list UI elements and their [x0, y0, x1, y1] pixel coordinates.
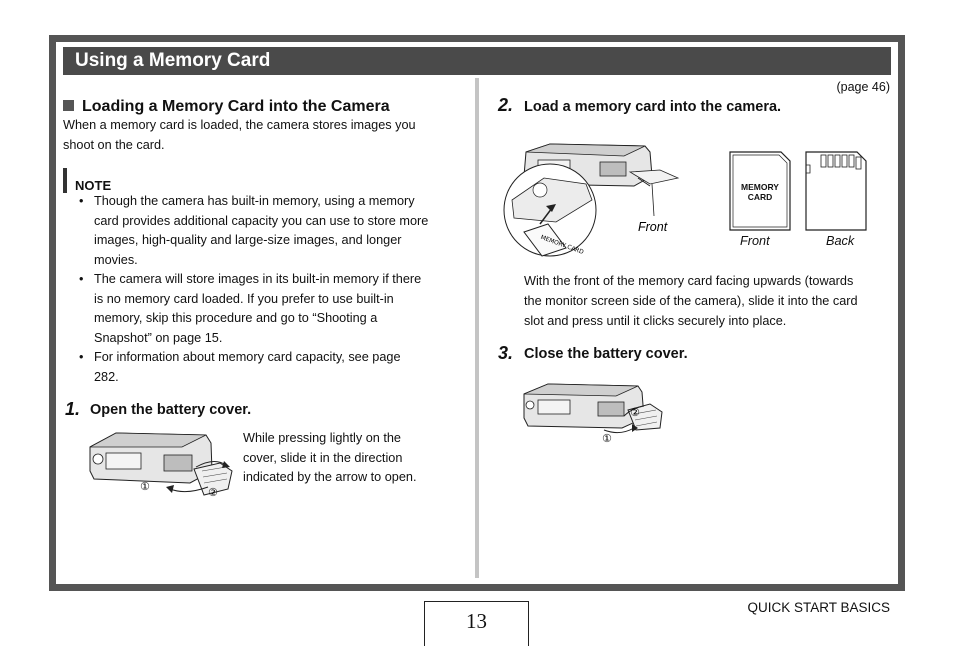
note-line: images, high-quality and large-size images, and longer	[94, 233, 402, 247]
note-line: movies.	[94, 252, 138, 267]
note-marker	[63, 168, 67, 193]
card-back-label: Back	[826, 234, 855, 248]
inset-card-text: MEMORY CARD	[539, 233, 585, 257]
page-title: Using a Memory Card	[75, 50, 271, 71]
callout-1: ①	[140, 480, 150, 493]
callout-2: ②	[208, 486, 218, 499]
step-1-desc-line: indicated by the arrow to open.	[243, 470, 417, 484]
camera-front-label: Front	[638, 220, 668, 234]
section-heading	[63, 98, 390, 116]
step-1-title: Open the battery cover.	[90, 402, 252, 418]
page-number-box	[424, 601, 529, 646]
note-line: is no memory card loaded. If you prefer to use built-in	[94, 291, 394, 306]
note-item	[94, 348, 456, 387]
intro-line: When a memory card is loaded, the camera stores images you	[63, 118, 416, 132]
step-2-desc-line: the monitor screen side of the camera), slide it into the card	[524, 294, 858, 308]
note-line: 282.	[94, 369, 119, 384]
camera-close-cover-illustration	[522, 380, 672, 452]
card-label-line: CARD	[747, 192, 773, 202]
note-line: • For information about memory card capacity, see page	[94, 350, 401, 364]
step-3-number: 3.	[498, 343, 514, 363]
camera-load-card-illustration	[500, 140, 685, 268]
page-number: 13	[466, 609, 487, 633]
memory-card-front	[729, 151, 791, 231]
square-bullet-icon	[63, 100, 74, 111]
intro-line: shoot on the card.	[63, 137, 165, 152]
page-reference: (page 46)	[836, 80, 890, 94]
step-2-description	[524, 271, 894, 331]
note-line: memory, skip this procedure and go to “Shooting a	[94, 311, 378, 325]
callout-1: ①	[602, 432, 612, 445]
section-name: QUICK START BASICS	[747, 600, 890, 615]
step-2-desc-line: slot and press until it clicks securely into place.	[524, 314, 787, 328]
column-divider	[475, 78, 479, 578]
section-heading-text: Loading a Memory Card into the Camera	[82, 98, 390, 115]
step-1-desc-line: cover, slide it in the direction	[243, 450, 403, 465]
card-front-label: Front	[740, 234, 770, 248]
step-1-desc-line: While pressing lightly on the	[243, 431, 401, 445]
intro-paragraph	[63, 116, 458, 155]
note-list	[94, 192, 456, 387]
memory-card-back	[805, 151, 867, 231]
step-1-number: 1.	[65, 399, 81, 419]
note-item	[94, 192, 456, 270]
note-item	[94, 270, 456, 348]
note-label: NOTE	[75, 178, 112, 193]
step-2-title: Load a memory card into the camera.	[524, 99, 782, 115]
note-line: card provides additional capacity you can use to store more	[94, 213, 429, 228]
step-2-number: 2.	[498, 95, 514, 115]
step-1-description	[243, 429, 443, 488]
title-bar	[63, 47, 891, 75]
note-line: • The camera will store images in its built-in memory if there	[94, 272, 422, 286]
callout-2: ②	[630, 406, 640, 419]
note-line: • Though the camera has built-in memory, using a memory	[94, 194, 415, 208]
camera-open-cover-illustration	[86, 425, 246, 505]
card-label-line: MEMORY	[741, 182, 779, 192]
step-2-desc-line: With the front of the memory card facing upwards (towards	[524, 274, 854, 288]
note-line: Snapshot” on page 15.	[94, 330, 223, 345]
step-3-title: Close the battery cover.	[524, 346, 688, 362]
